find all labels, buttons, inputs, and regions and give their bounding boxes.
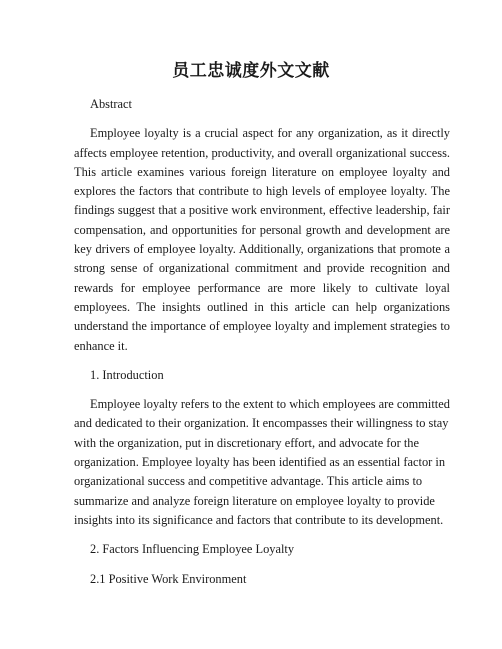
section-2-1-heading: 2.1 Positive Work Environment xyxy=(90,571,247,586)
document-title: 员工忠诚度外文文献 xyxy=(172,61,330,81)
section-2-heading: 2. Factors Influencing Employee Loyalty xyxy=(90,542,295,557)
abstract-paragraph: Employee loyalty is a crucial aspect for any organization, as it directly affects employee retention, productivity, and overall organizational success. This article examines various foreign literature on employee loyalty and explores the factors that contribute to high levels of employee loyalty. The findings suggest that a positive work environment, effective leadership, fair compensation, and opportunities for personal growth and development are key drivers of employee loyalty. Additionally, organizations that promote a strong sense of organizational commitment and provide recognition and rewards for employee performance are more likely to cultivate loyal employees. The insights outlined in this article can help organizations understand the importance of employee loyalty and implement strategies to enhance it. xyxy=(74,126,450,353)
section-1-heading: 1. Introduction xyxy=(90,367,164,382)
abstract-heading: Abstract xyxy=(90,97,132,111)
section-1-paragraph: Employee loyalty refers to the extent to which employees are committed and dedicated to their organization. It encompasses their willingness to stay with the organization, put in discretionary effort, and advocate for the organization. Employee loyalty has been identified as an essential factor in organizational success and competitive advantage. This article aims to summarize and analyze foreign literature on employee loyalty to provide insights into its significance and factors that contribute to its development. xyxy=(74,397,450,527)
